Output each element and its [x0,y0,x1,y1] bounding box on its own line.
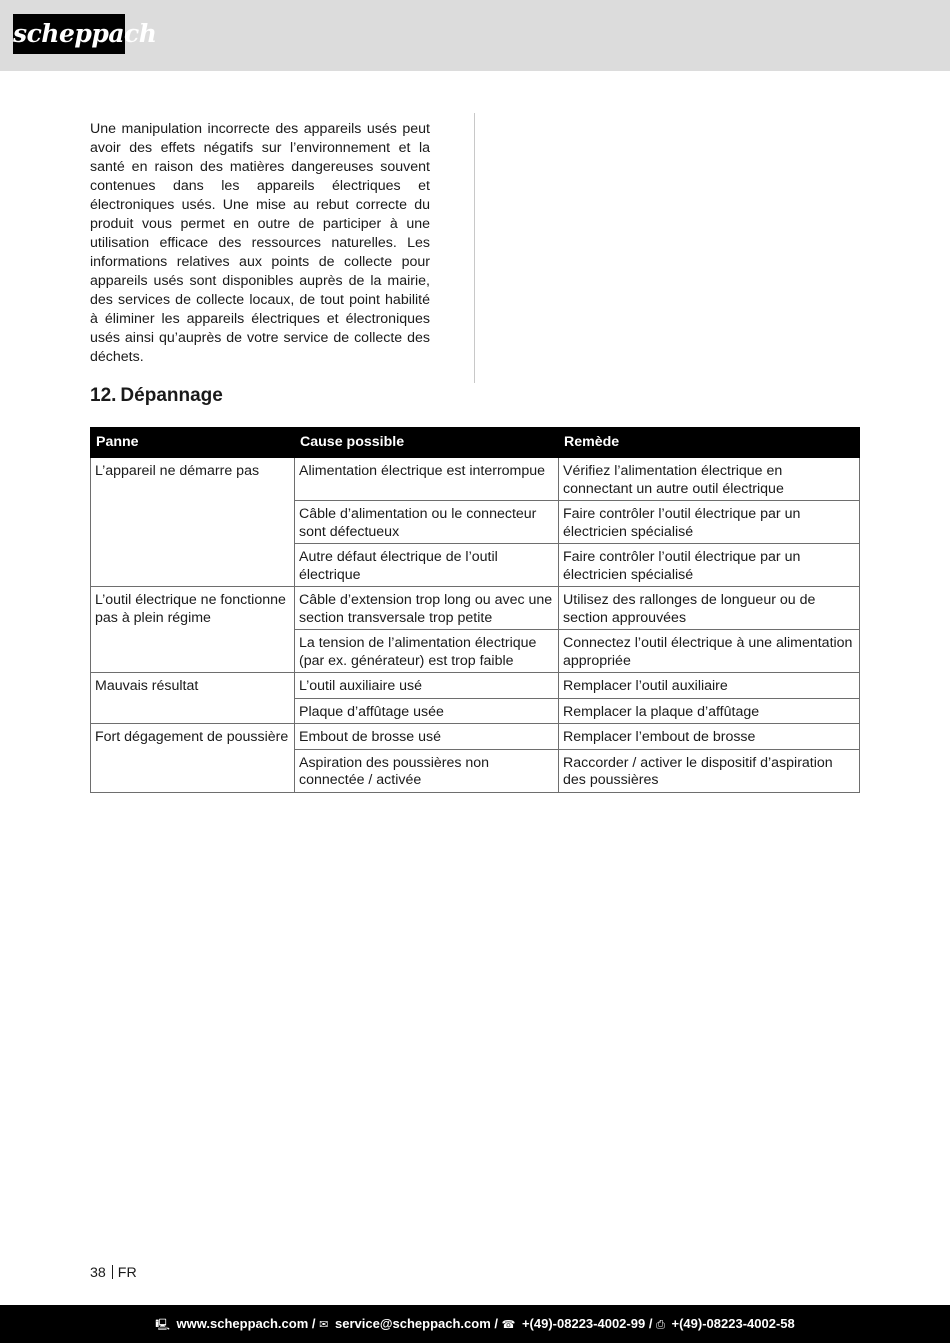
remede-cell: Faire contrôler l’outil électrique par un électricien spécialisé [559,544,860,587]
remede-cell: Faire contrôler l’outil électrique par un électricien spécialisé [559,501,860,544]
cause-cell: Câble d’extension trop long ou avec une section transversale trop petite [295,587,559,630]
footer-separator: / [311,1316,316,1331]
table-row [91,724,860,750]
header-panne: Panne [91,428,295,458]
panne-cell: Fort dégagement de poussière [91,724,295,793]
cause-cell: Alimentation électrique est interrompue [295,458,559,501]
header-cause: Cause possible [295,428,559,458]
remede-cell: Utilisez des rallonges de longueur ou de section approuvées [559,587,860,630]
footer-phone: +(49)-08223-4002-99 [521,1316,646,1331]
footer-separator: / [648,1316,653,1331]
computer-icon: 🖳 [155,1319,170,1331]
cause-cell: Aspiration des poussières non connectée / activée [295,749,559,792]
cause-cell: L’outil auxiliaire usé [295,673,559,699]
footer-fax: +(49)-08223-4002-58 [671,1316,795,1331]
header-remede: Remède [559,428,860,458]
remede-cell: Raccorder / activer le dispositif d’aspiration des poussières [559,749,860,792]
remede-cell: Remplacer l’outil auxiliaire [559,673,860,699]
panne-cell: L’outil électrique ne fonctionne pas à plein régime [91,587,295,673]
page-footer [0,1305,950,1343]
cause-cell: Plaque d’affûtage usée [295,698,559,724]
remede-cell: Vérifiez l’alimentation électrique en connectant un autre outil électrique [559,458,860,501]
intro-paragraph: Une manipulation incorrecte des appareils usés peut avoir des effets négatifs sur l’environnement et la santé en raison des matières dangereuses souvent contenues dans les appareils électriques et électroniques usés. Une mise au rebut correcte du produit vous permet en outre de participer à une utilisation efficace des ressources naturelles. Les informations relatives aux points de collecte pour appareils usés sont disponibles auprès de la mairie, des services de collecte locaux, de tout point habilité à éliminer les appareils électriques et électroniques usés ainsi qu’auprès de votre service de collecte des déchets. [90,121,430,365]
table-row [91,587,860,630]
footer-email: service@scheppach.com [335,1316,491,1331]
cause-cell: Autre défaut électrique de l’outil électrique [295,544,559,587]
page-number [90,1264,137,1282]
page-number-value: 38 [90,1265,106,1281]
panne-cell: Mauvais résultat [91,673,295,724]
panne-cell: L’appareil ne démarre pas [91,458,295,587]
page-language: FR [117,1265,137,1281]
section-title [90,383,223,409]
page-header [0,0,950,71]
phone-icon: ☎ [501,1319,516,1331]
cause-cell: La tension de l’alimentation électrique (par ex. générateur) est trop faible [295,630,559,673]
table-row [91,673,860,699]
footer-website: www.scheppach.com [176,1316,309,1331]
email-icon: ✉ [319,1319,329,1331]
remede-cell: Remplacer la plaque d’affûtage [559,698,860,724]
table-header-row [91,428,860,458]
section-number: 12. [90,385,117,406]
table-row [91,458,860,501]
section-title-text: Dépannage [120,385,223,406]
fax-icon: ⎙ [656,1319,665,1331]
scheppach-logo: scheppach [13,14,125,54]
remede-cell: Connectez l’outil électrique à une alimentation appropriée [559,630,860,673]
page-number-separator [112,1265,113,1279]
column-divider [474,113,475,383]
cause-cell: Câble d’alimentation ou le connecteur sont défectueux [295,501,559,544]
remede-cell: Remplacer l’embout de brosse [559,724,860,750]
footer-separator: / [494,1316,499,1331]
cause-cell: Embout de brosse usé [295,724,559,750]
troubleshooting-table [90,427,860,793]
